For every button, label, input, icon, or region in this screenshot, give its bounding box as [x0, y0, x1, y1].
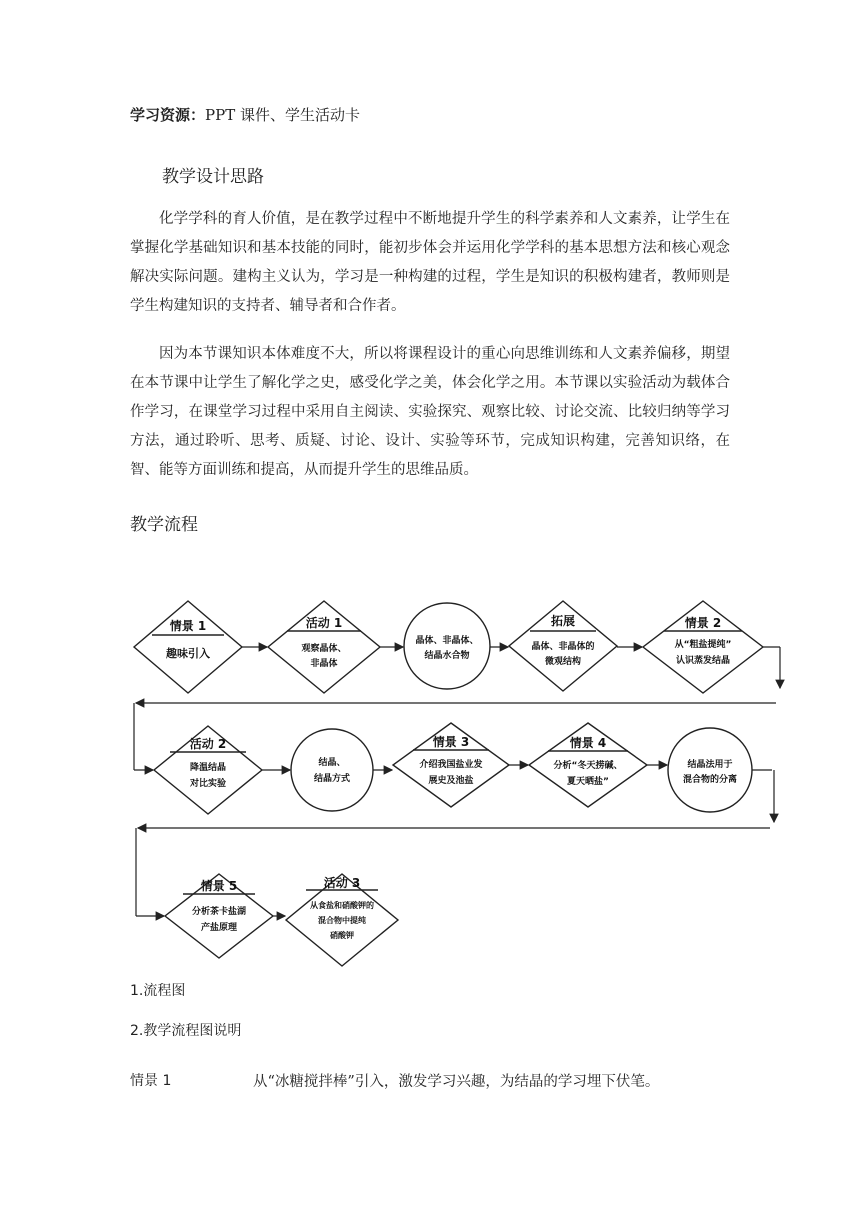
node-scene-3-title: 情景 3 [432, 735, 470, 749]
node-scene-2-body-1: 从“粗盐提纯” [674, 640, 732, 650]
node-scene-5-body-2: 产盐原理 [200, 923, 238, 933]
node-activity-3-body-1: 从食盐和硝酸钾的 [310, 901, 374, 910]
flowchart [0, 590, 860, 975]
node-extension-body-2: 微观结构 [544, 657, 582, 667]
node-scene-1-body: 趣味引入 [166, 647, 210, 660]
node-crystal-concept [404, 603, 490, 689]
node-scene-2-title: 情景 2 [684, 616, 722, 630]
node-extension-title: 拓展 [550, 614, 576, 628]
caption-flowchart-explanation: 2.教学流程图说明 [130, 1023, 242, 1039]
caption-flowchart: 1.流程图 [130, 983, 186, 999]
node-activity-2-body-1: 降温结晶 [189, 763, 227, 773]
node-crystallization-body-1: 结晶、 [318, 758, 346, 768]
node-activity-1-body-2: 非晶体 [310, 659, 338, 669]
resources-value: PPT 课件、学生活动卡 [205, 106, 360, 124]
design-heading: 教学设计思路 [162, 167, 264, 187]
flow-heading: 教学流程 [130, 515, 198, 535]
node-scene-5-body-1: 分析茶卡盐湖 [191, 907, 247, 917]
node-scene-5-title: 情景 5 [200, 879, 238, 893]
node-scene-3-body-2: 展史及池盐 [428, 776, 474, 786]
node-activity-1-title: 活动 1 [305, 616, 343, 630]
node-activity-2-title: 活动 2 [189, 737, 227, 751]
resources-label: 学习资源： [130, 106, 206, 124]
node-crystallization [291, 729, 373, 811]
node-crystal-concept-body-1: 晶体、非晶体、 [415, 636, 479, 646]
node-crystal-concept-body-2: 结晶水合物 [424, 651, 470, 661]
node-activity-2-body-2: 对比实验 [189, 779, 227, 789]
scene-1-description: 从“冰糖搅拌棒”引入，激发学习兴趣，为结晶的学习埋下伏笔。 [253, 1074, 660, 1090]
node-activity-3-body-2: 混合物中提纯 [318, 916, 366, 925]
learning-resources [130, 104, 360, 126]
node-activity-3-title: 活动 3 [323, 876, 361, 890]
node-crystallization-body-2: 结晶方式 [313, 774, 351, 784]
node-separation-body-2: 混合物的分离 [682, 775, 738, 785]
scene-1-label: 情景 1 [130, 1073, 172, 1089]
node-scene-4-body-1: 分析“冬天捞碱、 [553, 761, 623, 771]
node-separation [668, 728, 752, 812]
node-activity-1-body-1: 观察晶体、 [301, 644, 347, 654]
design-paragraph-1: 化学学科的育人价值，是在教学过程中不断地提升学生的科学素养和人文素养，让学生在掌握化学基础知识和基本技能的同时，能初步体会并运用化学学科的基本思想方法和核心观念解决实际问题。建构主义认为，学习是一种构建的过程，学生是知识的积极构建者，教师则是学生构建知识的支持者、辅导者和合作者。 [130, 211, 730, 314]
node-scene-4-body-2: 夏天晒盐” [567, 777, 609, 787]
node-separation-body-1: 结晶法用于 [687, 760, 733, 770]
node-scene-1-title: 情景 1 [169, 619, 207, 633]
node-activity-3-body-3: 硝酸钾 [330, 931, 354, 940]
design-paragraph-2: 因为本节课知识本体难度不大，所以将课程设计的重心向思维训练和人文素养偏移，期望在本节课中让学生了解化学之史，感受化学之美，体会化学之用。本节课以实验活动为载体合作学习，在课堂学习过程中采用自主阅读、实验探究、观察比较、讨论交流、比较归纳等学习方法，通过聆听、思考、质疑、讨论、设计、实验等环节，完成知识构建，完善知识络，在智、能等方面训练和提高，从而提升学生的思维品质。 [130, 346, 730, 478]
node-scene-2-body-2: 认识蒸发结晶 [675, 656, 731, 666]
node-extension-body-1: 晶体、非晶体的 [531, 642, 595, 652]
node-scene-3-body-1: 介绍我国盐业发 [419, 760, 483, 770]
node-scene-4-title: 情景 4 [569, 736, 607, 750]
